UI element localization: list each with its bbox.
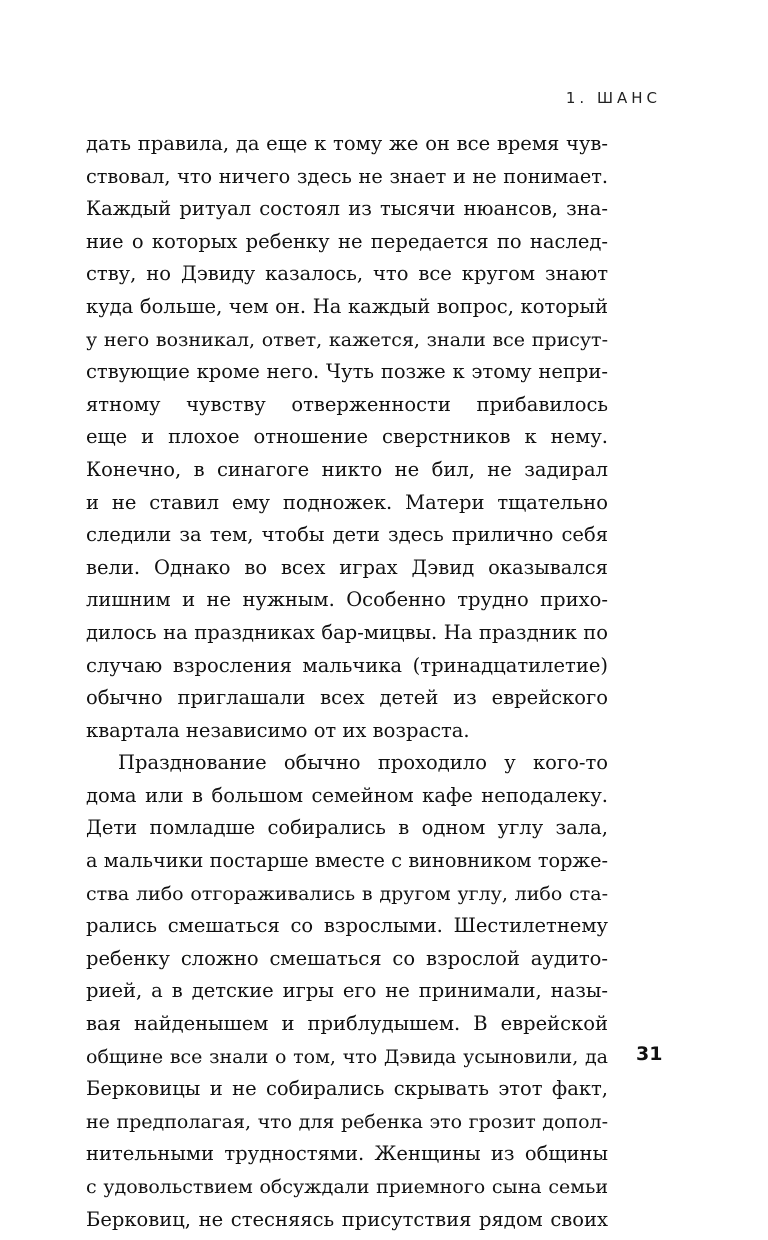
text-line: ребенку сложно смешаться со взрослой аудито-: [86, 946, 608, 970]
text-line: с удовольствием обсуждали приемного сына семьи: [86, 1176, 608, 1198]
text-line: ства либо отгораживались в другом углу, либо ста-: [86, 882, 608, 905]
text-line: а мальчики постарше вместе с виновником торже-: [86, 849, 608, 873]
text-line: Конечно, в синагоге никто не бил, не задирал: [86, 457, 608, 481]
text-line: ние о которых ребенку не передается по наслед-: [86, 229, 608, 253]
text-line: вая найденышем и приблудышем. В еврейской: [86, 1012, 608, 1036]
text-line: дилось на праздниках бар-мицвы. На праздник по: [86, 620, 608, 644]
paragraph-first-line: Празднование обычно проходило у кого-то: [118, 751, 608, 775]
text-line: ятному чувству отверженности прибавилось: [86, 392, 608, 416]
text-line: Каждый ритуал состоял из тысячи нюансов, зна-: [86, 197, 608, 221]
text-line: рией, а в детские игры его не принимали, назы-: [86, 979, 608, 1003]
text-line: ствовал, что ничего здесь не знает и не понимает.: [86, 164, 608, 188]
text-line: следили за тем, чтобы дети здесь прилично себя: [86, 523, 608, 547]
text-line: случаю взросления мальчика (тринадцатилетие): [86, 653, 608, 677]
body-text: [86, 128, 608, 1236]
text-line: лишним и не нужным. Особенно трудно прихо-: [86, 588, 608, 612]
text-line: Дети помладше собирались в одном углу зала,: [86, 816, 608, 840]
text-line: ству, но Дэвиду казалось, что все кругом знают: [86, 262, 608, 286]
running-head: 1. ШАНС: [565, 89, 661, 107]
paragraph-last-line: квартала независимо от их возраста.: [86, 718, 470, 742]
page-number: 31: [636, 1043, 663, 1065]
text-line: у него возникал, ответ, кажется, знали все присут-: [86, 328, 608, 351]
text-line: ствующие кроме него. Чуть позже к этому непри-: [86, 360, 608, 384]
text-line: обычно приглашали всех детей из еврейского: [86, 686, 608, 710]
text-line: общине все знали о том, что Дэвида усыновили, да: [86, 1045, 608, 1068]
text-line: вели. Однако во всех играх Дэвид оказывался: [86, 555, 608, 579]
text-line: дать правила, да еще к тому же он все время чув-: [86, 132, 608, 155]
text-line: еще и плохое отношение сверстников к нему.: [86, 425, 608, 449]
text-line: нительными трудностями. Женщины из общины: [86, 1142, 608, 1166]
text-line: дома или в большом семейном кафе неподалеку.: [86, 783, 608, 807]
text-line: не предполагая, что для ребенка это грозит допол-: [86, 1110, 608, 1133]
text-line: Берковиц, не стесняясь присутствия рядом своих: [86, 1207, 608, 1231]
text-line: рались смешаться со взрослыми. Шестилетнему: [86, 914, 608, 938]
text-line: куда больше, чем он. На каждый вопрос, который: [86, 294, 608, 318]
text-line: Берковицы и не собирались скрывать этот факт,: [86, 1077, 608, 1101]
text-line: и не ставил ему подножек. Матери тщательно: [86, 490, 608, 514]
